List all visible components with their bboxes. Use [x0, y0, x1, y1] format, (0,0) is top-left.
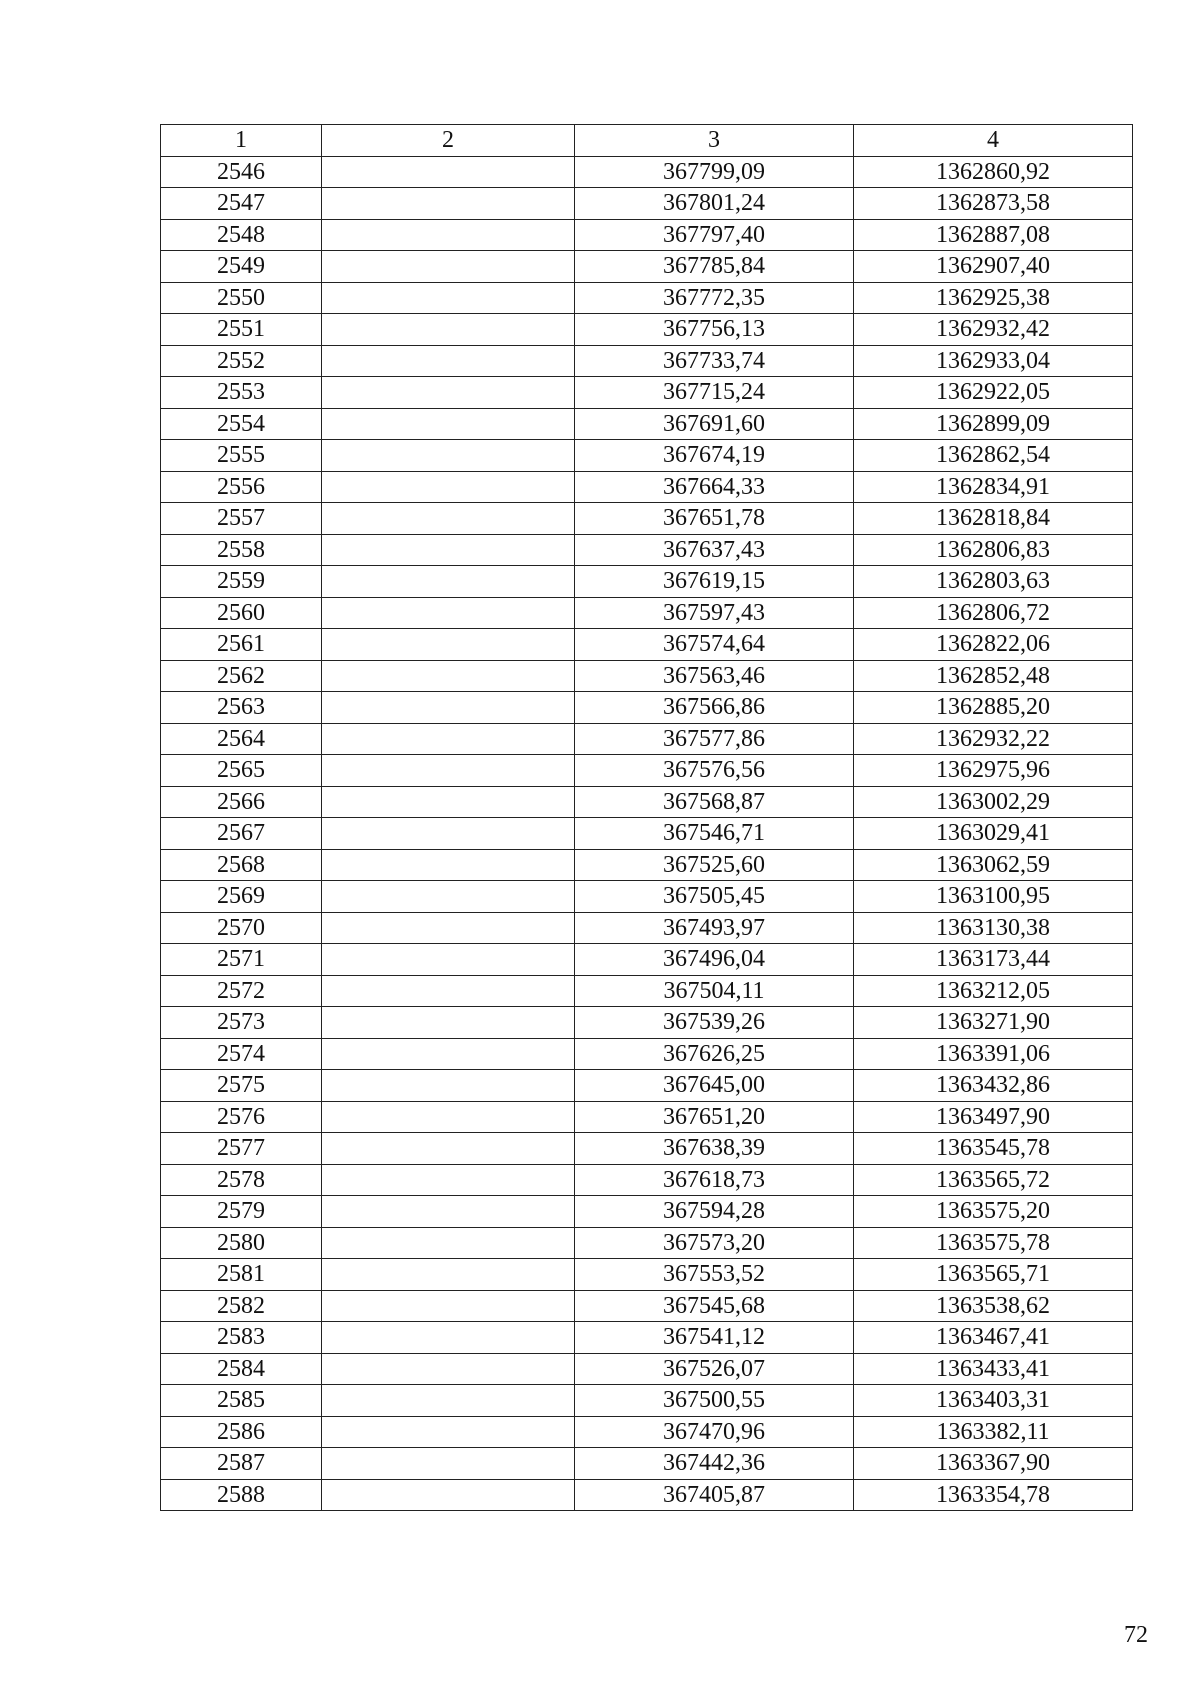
point-number-cell: 2584	[161, 1353, 322, 1385]
empty-cell	[322, 723, 575, 755]
column-header-1: 1	[161, 125, 322, 157]
point-number-cell: 2572	[161, 975, 322, 1007]
point-number-cell: 2550	[161, 282, 322, 314]
empty-cell	[322, 1259, 575, 1291]
empty-cell	[322, 692, 575, 724]
table-row	[161, 534, 1133, 566]
y-coordinate-cell: 1362862,54	[854, 440, 1133, 472]
empty-cell	[322, 471, 575, 503]
y-coordinate-cell: 1362818,84	[854, 503, 1133, 535]
y-coordinate-cell: 1362907,40	[854, 251, 1133, 283]
y-coordinate-cell: 1363575,78	[854, 1227, 1133, 1259]
x-coordinate-cell: 367504,11	[575, 975, 854, 1007]
y-coordinate-cell: 1362806,83	[854, 534, 1133, 566]
y-coordinate-cell: 1363173,44	[854, 944, 1133, 976]
x-coordinate-cell: 367525,60	[575, 849, 854, 881]
table-row	[161, 1038, 1133, 1070]
point-number-cell: 2562	[161, 660, 322, 692]
point-number-cell: 2557	[161, 503, 322, 535]
x-coordinate-cell: 367715,24	[575, 377, 854, 409]
point-number-cell: 2569	[161, 881, 322, 913]
empty-cell	[322, 881, 575, 913]
table-row	[161, 345, 1133, 377]
empty-cell	[322, 1038, 575, 1070]
point-number-cell: 2576	[161, 1101, 322, 1133]
point-number-cell: 2552	[161, 345, 322, 377]
y-coordinate-cell: 1363130,38	[854, 912, 1133, 944]
page-number: 72	[1124, 1622, 1148, 1648]
empty-cell	[322, 1101, 575, 1133]
y-coordinate-cell: 1363100,95	[854, 881, 1133, 913]
empty-cell	[322, 944, 575, 976]
table-row	[161, 692, 1133, 724]
x-coordinate-cell: 367664,33	[575, 471, 854, 503]
y-coordinate-cell: 1363212,05	[854, 975, 1133, 1007]
empty-cell	[322, 1385, 575, 1417]
x-coordinate-cell: 367442,36	[575, 1448, 854, 1480]
column-header-4: 4	[854, 125, 1133, 157]
x-coordinate-cell: 367576,56	[575, 755, 854, 787]
x-coordinate-cell: 367799,09	[575, 156, 854, 188]
table-row	[161, 503, 1133, 535]
point-number-cell: 2567	[161, 818, 322, 850]
point-number-cell: 2573	[161, 1007, 322, 1039]
y-coordinate-cell: 1362932,22	[854, 723, 1133, 755]
empty-cell	[322, 818, 575, 850]
table-header-row	[161, 125, 1133, 157]
y-coordinate-cell: 1363565,72	[854, 1164, 1133, 1196]
y-coordinate-cell: 1362885,20	[854, 692, 1133, 724]
x-coordinate-cell: 367733,74	[575, 345, 854, 377]
x-coordinate-cell: 367626,25	[575, 1038, 854, 1070]
y-coordinate-cell: 1362922,05	[854, 377, 1133, 409]
table-row	[161, 440, 1133, 472]
y-coordinate-cell: 1363497,90	[854, 1101, 1133, 1133]
point-number-cell: 2568	[161, 849, 322, 881]
table-row	[161, 1070, 1133, 1102]
x-coordinate-cell: 367637,43	[575, 534, 854, 566]
table-row	[161, 1385, 1133, 1417]
x-coordinate-cell: 367505,45	[575, 881, 854, 913]
empty-cell	[322, 1227, 575, 1259]
point-number-cell: 2553	[161, 377, 322, 409]
table-row	[161, 1196, 1133, 1228]
y-coordinate-cell: 1363382,11	[854, 1416, 1133, 1448]
empty-cell	[322, 408, 575, 440]
empty-cell	[322, 1479, 575, 1511]
point-number-cell: 2587	[161, 1448, 322, 1480]
table-row	[161, 629, 1133, 661]
table-row	[161, 723, 1133, 755]
point-number-cell: 2554	[161, 408, 322, 440]
point-number-cell: 2588	[161, 1479, 322, 1511]
empty-cell	[322, 345, 575, 377]
table-row	[161, 314, 1133, 346]
x-coordinate-cell: 367574,64	[575, 629, 854, 661]
x-coordinate-cell: 367470,96	[575, 1416, 854, 1448]
x-coordinate-cell: 367651,20	[575, 1101, 854, 1133]
x-coordinate-cell: 367493,97	[575, 912, 854, 944]
y-coordinate-cell: 1362822,06	[854, 629, 1133, 661]
y-coordinate-cell: 1363432,86	[854, 1070, 1133, 1102]
x-coordinate-cell: 367645,00	[575, 1070, 854, 1102]
x-coordinate-cell: 367545,68	[575, 1290, 854, 1322]
x-coordinate-cell: 367756,13	[575, 314, 854, 346]
x-coordinate-cell: 367785,84	[575, 251, 854, 283]
x-coordinate-cell: 367568,87	[575, 786, 854, 818]
y-coordinate-cell: 1362806,72	[854, 597, 1133, 629]
table-row	[161, 1353, 1133, 1385]
x-coordinate-cell: 367573,20	[575, 1227, 854, 1259]
x-coordinate-cell: 367405,87	[575, 1479, 854, 1511]
empty-cell	[322, 282, 575, 314]
table-row	[161, 1007, 1133, 1039]
x-coordinate-cell: 367597,43	[575, 597, 854, 629]
x-coordinate-cell: 367594,28	[575, 1196, 854, 1228]
y-coordinate-cell: 1363538,62	[854, 1290, 1133, 1322]
table-row	[161, 251, 1133, 283]
point-number-cell: 2556	[161, 471, 322, 503]
empty-cell	[322, 1448, 575, 1480]
x-coordinate-cell: 367566,86	[575, 692, 854, 724]
table-row	[161, 282, 1133, 314]
x-coordinate-cell: 367801,24	[575, 188, 854, 220]
table-row	[161, 1227, 1133, 1259]
point-number-cell: 2549	[161, 251, 322, 283]
y-coordinate-cell: 1363545,78	[854, 1133, 1133, 1165]
empty-cell	[322, 314, 575, 346]
x-coordinate-cell: 367691,60	[575, 408, 854, 440]
table-row	[161, 156, 1133, 188]
empty-cell	[322, 755, 575, 787]
empty-cell	[322, 534, 575, 566]
y-coordinate-cell: 1362887,08	[854, 219, 1133, 251]
coordinates-table	[160, 124, 1133, 1511]
table-row	[161, 1416, 1133, 1448]
y-coordinate-cell: 1363354,78	[854, 1479, 1133, 1511]
point-number-cell: 2571	[161, 944, 322, 976]
empty-cell	[322, 1290, 575, 1322]
table-row	[161, 1133, 1133, 1165]
column-header-3: 3	[575, 125, 854, 157]
table-row	[161, 755, 1133, 787]
empty-cell	[322, 975, 575, 1007]
table-row	[161, 944, 1133, 976]
y-coordinate-cell: 1363062,59	[854, 849, 1133, 881]
point-number-cell: 2561	[161, 629, 322, 661]
point-number-cell: 2551	[161, 314, 322, 346]
x-coordinate-cell: 367618,73	[575, 1164, 854, 1196]
empty-cell	[322, 377, 575, 409]
point-number-cell: 2580	[161, 1227, 322, 1259]
y-coordinate-cell: 1362899,09	[854, 408, 1133, 440]
y-coordinate-cell: 1363575,20	[854, 1196, 1133, 1228]
x-coordinate-cell: 367674,19	[575, 440, 854, 472]
y-coordinate-cell: 1363271,90	[854, 1007, 1133, 1039]
table-row	[161, 912, 1133, 944]
empty-cell	[322, 1353, 575, 1385]
table-row	[161, 881, 1133, 913]
empty-cell	[322, 1416, 575, 1448]
y-coordinate-cell: 1363433,41	[854, 1353, 1133, 1385]
empty-cell	[322, 566, 575, 598]
point-number-cell: 2546	[161, 156, 322, 188]
empty-cell	[322, 219, 575, 251]
y-coordinate-cell: 1362852,48	[854, 660, 1133, 692]
empty-cell	[322, 503, 575, 535]
x-coordinate-cell: 367539,26	[575, 1007, 854, 1039]
y-coordinate-cell: 1362932,42	[854, 314, 1133, 346]
empty-cell	[322, 1133, 575, 1165]
empty-cell	[322, 629, 575, 661]
empty-cell	[322, 440, 575, 472]
y-coordinate-cell: 1363467,41	[854, 1322, 1133, 1354]
point-number-cell: 2585	[161, 1385, 322, 1417]
table-row	[161, 818, 1133, 850]
empty-cell	[322, 1322, 575, 1354]
table-body	[161, 156, 1133, 1511]
table-row	[161, 1322, 1133, 1354]
y-coordinate-cell: 1363029,41	[854, 818, 1133, 850]
x-coordinate-cell: 367541,12	[575, 1322, 854, 1354]
table-row	[161, 566, 1133, 598]
point-number-cell: 2582	[161, 1290, 322, 1322]
point-number-cell: 2548	[161, 219, 322, 251]
x-coordinate-cell: 367500,55	[575, 1385, 854, 1417]
table-row	[161, 597, 1133, 629]
empty-cell	[322, 1196, 575, 1228]
table-row	[161, 377, 1133, 409]
point-number-cell: 2570	[161, 912, 322, 944]
table-row	[161, 786, 1133, 818]
empty-cell	[322, 1070, 575, 1102]
empty-cell	[322, 660, 575, 692]
point-number-cell: 2586	[161, 1416, 322, 1448]
point-number-cell: 2575	[161, 1070, 322, 1102]
x-coordinate-cell: 367651,78	[575, 503, 854, 535]
y-coordinate-cell: 1363403,31	[854, 1385, 1133, 1417]
x-coordinate-cell: 367553,52	[575, 1259, 854, 1291]
point-number-cell: 2578	[161, 1164, 322, 1196]
point-number-cell: 2583	[161, 1322, 322, 1354]
table-row	[161, 1479, 1133, 1511]
point-number-cell: 2563	[161, 692, 322, 724]
y-coordinate-cell: 1363002,29	[854, 786, 1133, 818]
table-row	[161, 1164, 1133, 1196]
table-row	[161, 408, 1133, 440]
empty-cell	[322, 597, 575, 629]
empty-cell	[322, 251, 575, 283]
x-coordinate-cell: 367577,86	[575, 723, 854, 755]
point-number-cell: 2564	[161, 723, 322, 755]
empty-cell	[322, 1007, 575, 1039]
x-coordinate-cell: 367496,04	[575, 944, 854, 976]
y-coordinate-cell: 1362803,63	[854, 566, 1133, 598]
table-row	[161, 219, 1133, 251]
table-row	[161, 1259, 1133, 1291]
point-number-cell: 2555	[161, 440, 322, 472]
table-row	[161, 188, 1133, 220]
table-row	[161, 471, 1133, 503]
point-number-cell: 2565	[161, 755, 322, 787]
empty-cell	[322, 156, 575, 188]
table-row	[161, 1101, 1133, 1133]
y-coordinate-cell: 1362873,58	[854, 188, 1133, 220]
point-number-cell: 2566	[161, 786, 322, 818]
table-row	[161, 1290, 1133, 1322]
point-number-cell: 2577	[161, 1133, 322, 1165]
point-number-cell: 2559	[161, 566, 322, 598]
y-coordinate-cell: 1363367,90	[854, 1448, 1133, 1480]
point-number-cell: 2558	[161, 534, 322, 566]
x-coordinate-cell: 367526,07	[575, 1353, 854, 1385]
table-row	[161, 1448, 1133, 1480]
x-coordinate-cell: 367772,35	[575, 282, 854, 314]
column-header-2: 2	[322, 125, 575, 157]
table-row	[161, 660, 1133, 692]
table-row	[161, 975, 1133, 1007]
point-number-cell: 2560	[161, 597, 322, 629]
x-coordinate-cell: 367619,15	[575, 566, 854, 598]
y-coordinate-cell: 1362933,04	[854, 345, 1133, 377]
y-coordinate-cell: 1362975,96	[854, 755, 1133, 787]
y-coordinate-cell: 1363391,06	[854, 1038, 1133, 1070]
y-coordinate-cell: 1362860,92	[854, 156, 1133, 188]
x-coordinate-cell: 367546,71	[575, 818, 854, 850]
point-number-cell: 2547	[161, 188, 322, 220]
y-coordinate-cell: 1362834,91	[854, 471, 1133, 503]
table-row	[161, 849, 1133, 881]
empty-cell	[322, 912, 575, 944]
y-coordinate-cell: 1362925,38	[854, 282, 1133, 314]
empty-cell	[322, 849, 575, 881]
y-coordinate-cell: 1363565,71	[854, 1259, 1133, 1291]
empty-cell	[322, 786, 575, 818]
x-coordinate-cell: 367797,40	[575, 219, 854, 251]
empty-cell	[322, 1164, 575, 1196]
empty-cell	[322, 188, 575, 220]
point-number-cell: 2581	[161, 1259, 322, 1291]
x-coordinate-cell: 367638,39	[575, 1133, 854, 1165]
point-number-cell: 2574	[161, 1038, 322, 1070]
x-coordinate-cell: 367563,46	[575, 660, 854, 692]
point-number-cell: 2579	[161, 1196, 322, 1228]
